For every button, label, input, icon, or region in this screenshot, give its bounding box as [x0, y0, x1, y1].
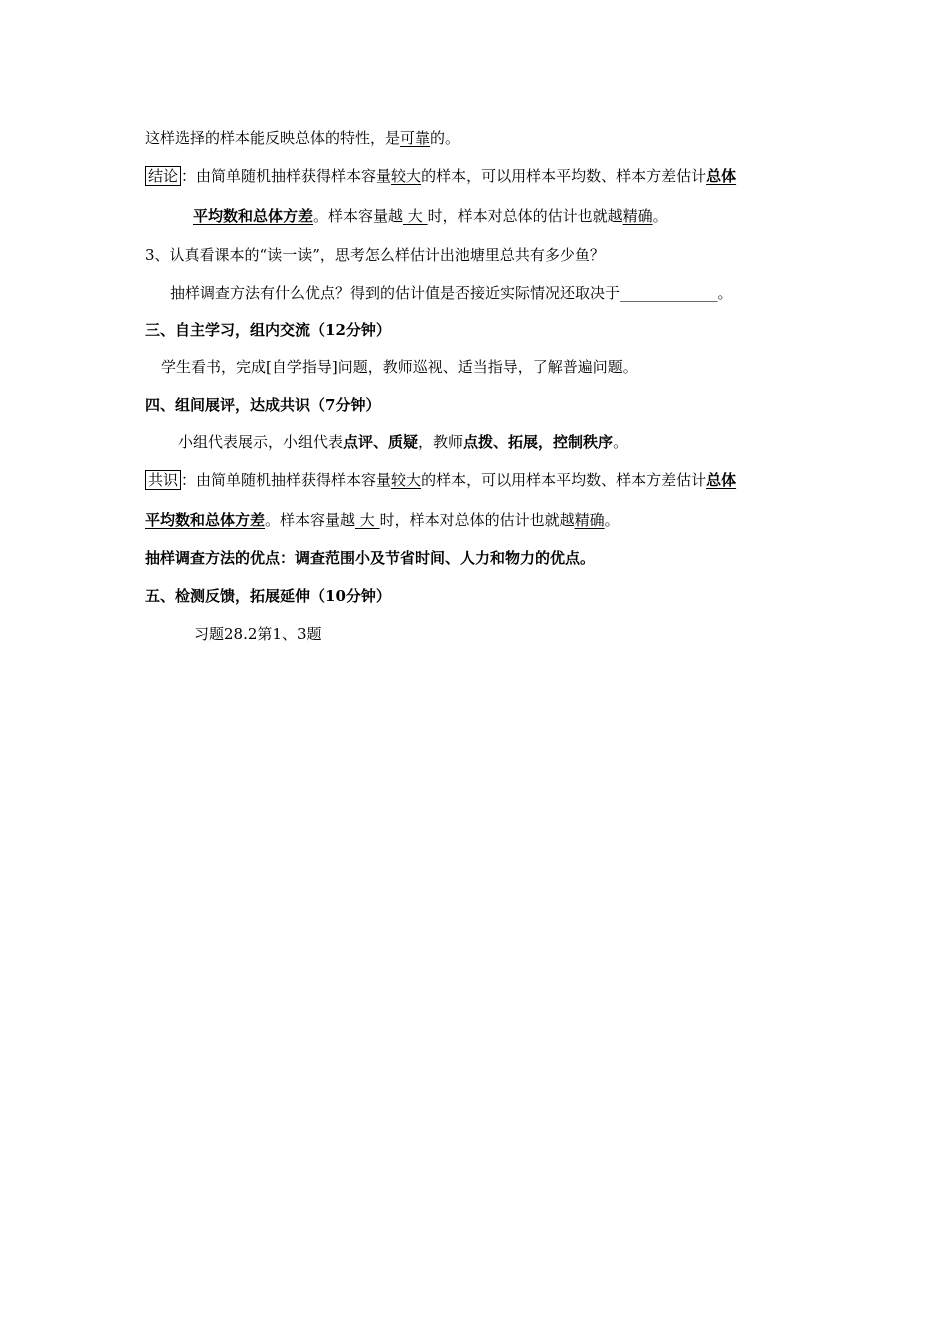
section-4-text-b: ，教师	[418, 433, 464, 451]
section-heading-3	[145, 320, 391, 340]
question-3-followup-end: 。	[717, 284, 733, 302]
consensus-bold-total: 总体	[706, 471, 737, 489]
section-3-body	[161, 357, 638, 377]
exercise-assignment	[194, 624, 322, 644]
question-3	[145, 245, 605, 265]
conclusion-end: 。	[652, 207, 668, 225]
question-3-followup-text: 抽样调查方法有什么优点？得到的估计值是否接近实际情况还取决于	[170, 284, 621, 302]
section-4-bold-guide: 点拨、拓展，控制秩序	[463, 433, 614, 451]
conclusion-answer-big: 大	[403, 207, 428, 225]
consensus-colon: ：	[181, 471, 197, 489]
conclusion-colon: ：	[181, 167, 197, 185]
section-heading-4-text: 四、组间展评，达成共识（7分钟）	[145, 396, 381, 414]
conclusion-answer-precise: 精确	[622, 207, 653, 225]
conclusion-line-2	[193, 206, 668, 226]
section-4-bold-review: 点评、质疑	[343, 433, 419, 451]
consensus-line-1	[145, 470, 736, 490]
consensus-answer-precise: 精确	[574, 511, 605, 529]
conclusion-line-1	[145, 166, 736, 186]
section-heading-3-text: 三、自主学习，组内交流（12分钟）	[145, 321, 391, 339]
section-heading-4	[145, 395, 380, 415]
consensus-answer-larger: 较大	[391, 471, 422, 489]
sampling-advantage	[145, 548, 595, 568]
line-1-answer: 可靠	[400, 129, 431, 147]
conclusion-text-d: 时，样本对总体的估计也就越	[427, 207, 623, 225]
consensus-end: 。	[604, 511, 620, 529]
question-3-text: 3、认真看课本的“读一读”，思考怎么样估计出池塘里总共有多少鱼？	[145, 246, 605, 264]
section-4-body	[178, 432, 628, 452]
consensus-text-d: 时，样本对总体的估计也就越	[379, 511, 575, 529]
line-1-text: 这样选择的样本能反映总体的特性，是	[145, 129, 401, 147]
conclusion-bold-total: 总体	[706, 167, 737, 185]
conclusion-text-a: 由简单随机抽样获得样本容量	[196, 167, 392, 185]
conclusion-text-b: 的样本，可以用样本平均数、样本方差估计	[421, 167, 707, 185]
sampling-advantage-text: 抽样调查方法的优点：调查范围小及节省时间、人力和物力的优点。	[145, 549, 596, 567]
section-4-text-a: 小组代表展示，小组代表	[178, 433, 344, 451]
section-heading-5-text: 五、检测反馈，拓展延伸（10分钟）	[145, 587, 391, 605]
answer-blank: _____________	[620, 284, 718, 302]
consensus-tag: 共识	[145, 470, 181, 490]
line-1-end: 的。	[430, 129, 461, 147]
consensus-bold-mean-variance: 平均数和总体方差	[145, 511, 266, 529]
conclusion-bold-mean-variance: 平均数和总体方差	[193, 207, 314, 225]
conclusion-text-c: 。样本容量越	[313, 207, 404, 225]
consensus-text-a: 由简单随机抽样获得样本容量	[196, 471, 392, 489]
section-3-body-text: 学生看书，完成[自学指导]问题，教师巡视、适当指导，了解普遍问题。	[161, 358, 638, 376]
consensus-text-b: 的样本，可以用样本平均数、样本方差估计	[421, 471, 707, 489]
paragraph-line-1	[145, 128, 460, 148]
consensus-text-c: 。样本容量越	[265, 511, 356, 529]
section-heading-5	[145, 586, 391, 606]
consensus-line-2	[145, 510, 620, 530]
question-3-followup	[170, 283, 733, 303]
consensus-answer-big: 大	[355, 511, 380, 529]
conclusion-answer-larger: 较大	[391, 167, 422, 185]
exercise-assignment-text: 习题28.2第1、3题	[194, 625, 322, 643]
section-4-end: 。	[613, 433, 629, 451]
conclusion-tag: 结论	[145, 166, 181, 186]
